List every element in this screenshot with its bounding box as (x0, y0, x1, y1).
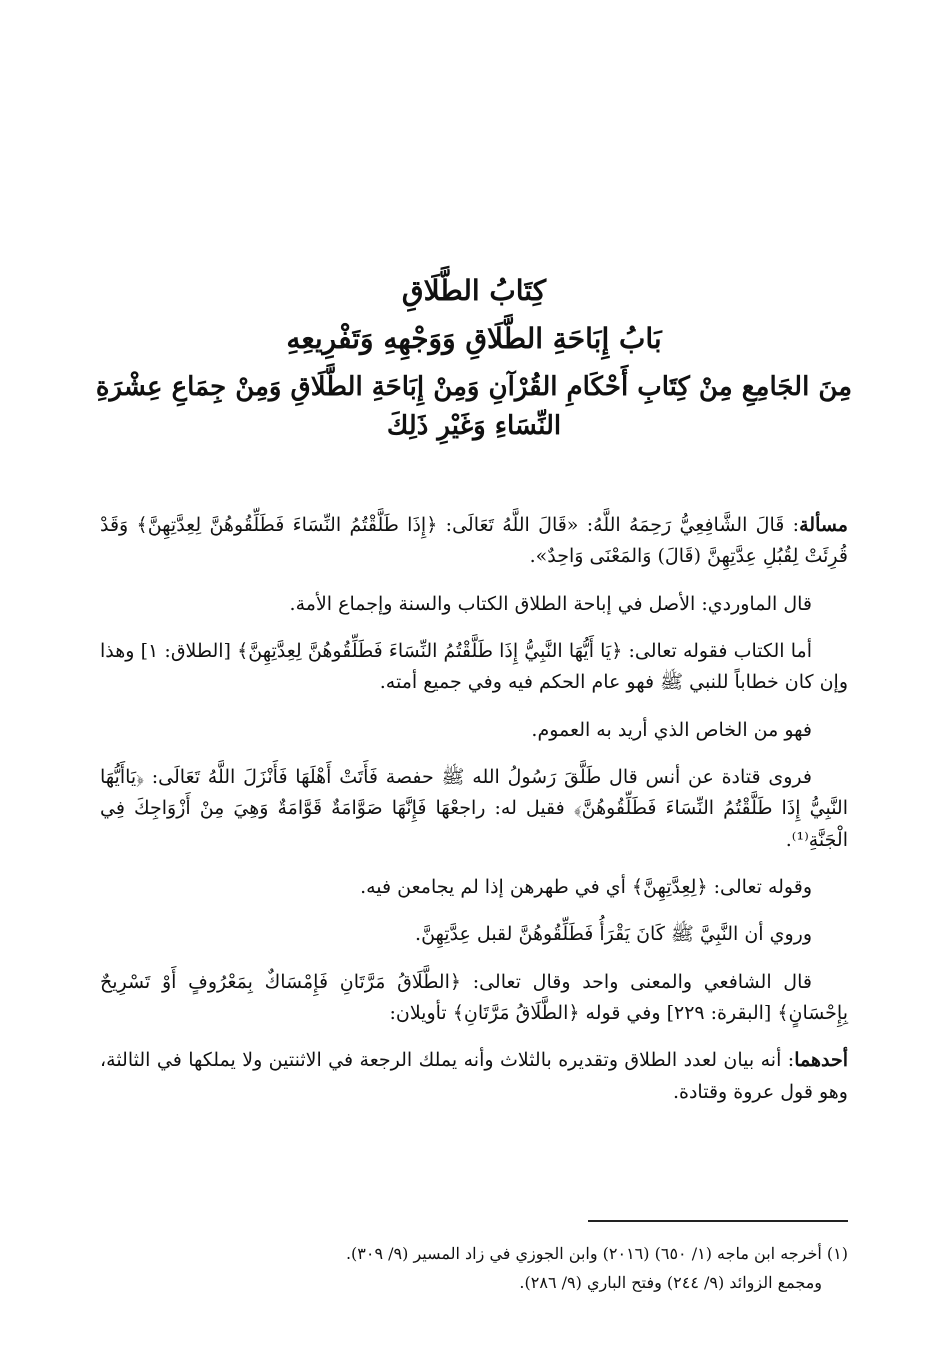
footnote-1-continued: ومجمع الزوائد (٩/ ٢٤٤) وفتح الباري (٩/ ٢٨٦). (519, 1272, 822, 1292)
chapter-headings (60, 270, 888, 446)
paragraph-kitab: أما الكتاب فقوله تعالى: ﴿يَا أَيُّهَا النَّبِيُّ إِذَا طَلَّقْتُمُ النِّسَاءَ فَطَلِّقُوهُنَّ لِعِدَّتِهِنَّ﴾ [الطلاق: ١] وهذا وإن كان خطاباً للنبي ﷺ فهو عام الحكم فيه وفي جميع أمته. (100, 640, 848, 694)
paragraph-ahaduhuma (100, 1045, 848, 1108)
paragraph-shafii: قال الشافعي والمعنى واحد وقال تعالى: ﴿الطَّلَاقُ مَرَّتَانِ فَإِمْسَاكٌ بِمَعْرُوفٍ أَوْ تَسْرِيحٌ بِإِحْسَانٍ﴾ [البقرة: ٢٢٩] وفي قوله ﴿الطَّلَاقُ مَرَّتَانِ﴾ تأويلان: (100, 970, 848, 1025)
chapter-title: بَابُ إِبَاحَةِ الطَّلَاقِ وَوَجْهِهِ وَتَفْرِيعِهِ (286, 322, 662, 355)
section-subtitle: مِنَ الجَامِعِ مِنْ كِتَابِ أَحْكَامِ القُرْآنِ وَمِنْ إِبَاحَةِ الطَّلَاقِ وَمِنْ جِمَاعِ عِشْرَةِ النِّسَاءِ وَغَيْرِ ذَلِكَ (95, 372, 853, 441)
paragraph-khass: فهو من الخاص الذي أريد به العموم. (531, 718, 812, 741)
paragraph-qatada: فروى قتادة عن أنس قال طَلَّقَ رَسُولُ الله ﷺ حفصة فَأَتَتْ أَهْلَهَا فَأَنْزَلَ اللَّهُ تَعَالَى: ﴿يَاأَيُّهَا النَّبِيُّ إِذَا طَلَّقْتُمُ النِّسَاءَ فَطَلِّقُوهُنَّ﴾ فقيل له: راجعْهَا فَإِنَّهَا صَوَّامَةٌ قَوَّامَةٌ وَهِيَ مِنْ أَزْوَاجِكَ فِي الْجَنَّةِ⁽¹⁾. (100, 766, 848, 851)
masala-text: : قَالَ الشَّافِعِيُّ رَحِمَهُ اللَّهُ: «قَالَ اللَّهُ تَعَالَى: ﴿إِذَا طَلَّقْتُمُ النِّسَاءَ فَطَلِّقُوهُنَّ لِعِدَّتِهِنَّ﴾ وَقَدْ قُرِئَتْ لِقُبُلِ عِدَّتِهِنَّ (قَالَ) وَالمَعْنَى وَاحِدٌ». (100, 514, 848, 568)
paragraph-mawardi: قال الماوردي: الأصل في إباحة الطلاق الكتاب والسنة وإجماع الأمة. (289, 592, 812, 615)
paragraph-ruwiya: وروي أن النَّبِيَّ ﷺ كَانَ يَقْرَأُ فَطَلِّقُوهُنَّ لقبل عِدَّتِهِنَّ. (415, 923, 812, 946)
ahaduhuma-text: : أنه بيان لعدد الطلاق وتقديره بالثلاث وأنه يملك الرجعة في الاثنتين ولا يملكها في الثالثة، وهو قول عروة وقتادة. (100, 1049, 848, 1103)
book-title: كِتَابُ الطَّلَاقِ (401, 274, 547, 307)
paragraph-masala (100, 510, 848, 573)
paragraph-liiddatihinna: وقوله تعالى: ﴿لِعِدَّتِهِنَّ﴾ أي في طهرهن إذا لم يجامعن فيه. (360, 876, 812, 899)
main-text (100, 510, 848, 1124)
footnote-divider (588, 1220, 848, 1222)
footnotes (100, 1240, 848, 1298)
footnote-1: (١) أخرجه ابن ماجه (١/ ٦٥٠) (٢٠١٦) وابن الجوزي في زاد المسير (٩/ ٣٠٩). (345, 1244, 848, 1263)
ahaduhuma-label: أحدهما (794, 1049, 848, 1072)
masala-label: مسألة (799, 514, 848, 536)
